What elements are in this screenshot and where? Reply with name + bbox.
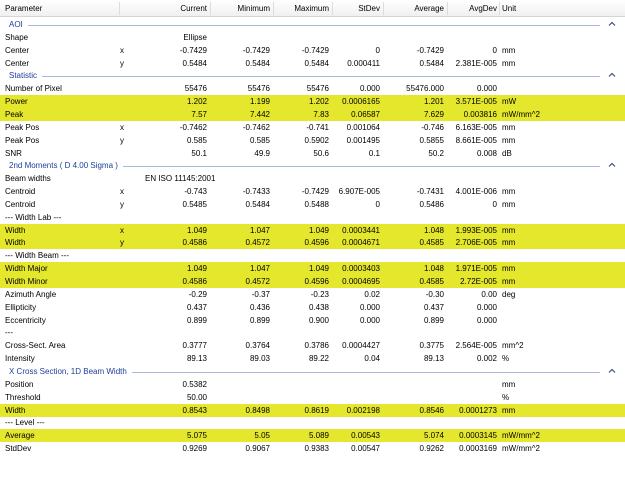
minimum-value: 0.4572 (245, 277, 270, 286)
stdev-value: 6.907E-005 (338, 187, 380, 197)
minimum-value: 0.9067 (245, 444, 270, 454)
table-row[interactable] (0, 224, 625, 237)
unit-value: mm (502, 238, 516, 248)
maximum-value: 89.22 (308, 354, 329, 364)
maximum-value: 5.089 (308, 431, 329, 441)
parameter-name: Position (5, 379, 34, 389)
maximum-value: 50.6 (313, 148, 329, 158)
avgdev-value: 0.0003145 (459, 431, 497, 441)
stdev-value: 0.0003441 (342, 225, 380, 235)
maximum-value: -0.23 (310, 289, 329, 299)
minimum-value: 55476 (247, 84, 270, 94)
current-value: 55476 (184, 84, 207, 94)
table-row[interactable] (0, 416, 625, 429)
stdev-value: 0.002198 (346, 405, 380, 415)
table-row[interactable] (0, 314, 625, 327)
average-value: -0.746 (421, 122, 444, 132)
unit-value: mm^2 (502, 341, 524, 351)
parameter-name: Width Major (5, 264, 48, 274)
stdev-value: 0.001495 (346, 135, 380, 145)
current-value: -0.743 (184, 187, 207, 197)
collapse-chevron-icon[interactable] (607, 70, 617, 80)
minimum-value: 0.8498 (245, 405, 270, 415)
header-stdev[interactable]: StDev (358, 4, 380, 13)
stdev-value: 0.0004695 (342, 277, 380, 286)
unit-value: mm (502, 405, 516, 415)
current-value: 0.585 (186, 135, 207, 145)
minimum-value: 49.9 (254, 148, 270, 158)
axis-label: y (120, 135, 124, 145)
avgdev-value: 0.000 (476, 315, 497, 325)
parameter-name: Beam widths (5, 174, 51, 184)
unit-value: mm (502, 187, 516, 197)
table-row[interactable] (0, 121, 625, 134)
parameter-name: Threshold (5, 392, 41, 402)
minimum-value: 89.03 (249, 354, 270, 364)
table-row[interactable] (0, 95, 625, 108)
maximum-value: 0.3786 (304, 341, 329, 351)
table-row[interactable] (0, 134, 625, 147)
maximum-value: 0.5902 (304, 135, 329, 145)
minimum-value: 1.047 (249, 264, 270, 274)
current-value: 0.5484 (182, 58, 207, 68)
minimum-value: -0.7429 (242, 45, 270, 55)
maximum-value: 55476 (306, 84, 329, 94)
minimum-value: 0.4572 (245, 238, 270, 248)
avgdev-value: 0.003816 (463, 109, 497, 119)
parameter-name: Ellipticity (5, 302, 37, 312)
parameter-name: --- Level --- (5, 418, 45, 428)
average-value: 0.3775 (419, 341, 444, 351)
table-row[interactable] (0, 82, 625, 95)
avgdev-value: 0.00 (481, 289, 497, 299)
unit-value: mm (502, 379, 516, 389)
minimum-value: 1.199 (249, 97, 270, 107)
header-unit[interactable]: Unit (502, 4, 517, 13)
maximum-value: -0.7429 (301, 45, 329, 55)
column-divider[interactable] (119, 2, 120, 15)
average-value: 0.4585 (419, 277, 444, 286)
unit-value: mm (502, 58, 516, 68)
current-value: 7.57 (191, 109, 207, 119)
table-row[interactable] (0, 378, 625, 391)
current-value: -0.7429 (179, 45, 207, 55)
avgdev-value: 0 (492, 199, 497, 209)
stdev-value: 0.00547 (351, 444, 380, 454)
average-value: 0.899 (423, 315, 444, 325)
avgdev-value: 0.008 (476, 148, 497, 158)
average-value: -0.7431 (416, 187, 444, 197)
current-value: 0.899 (186, 315, 207, 325)
parameter-name: Centroid (5, 187, 36, 197)
maximum-value: 0.5484 (304, 58, 329, 68)
table-row[interactable] (0, 352, 625, 365)
maximum-value: 0.4596 (304, 277, 329, 286)
axis-label: x (120, 187, 124, 197)
parameter-name: Shape (5, 32, 29, 42)
table-row[interactable] (0, 172, 625, 185)
average-value: 0.5486 (419, 199, 444, 209)
average-value: 55476.000 (406, 84, 444, 94)
maximum-value: 0.438 (308, 302, 329, 312)
maximum-value: 0.900 (308, 315, 329, 325)
header-parameter[interactable]: Parameter (5, 4, 43, 13)
unit-value: mm (502, 199, 516, 209)
axis-label: y (120, 199, 124, 209)
table-row[interactable] (0, 326, 625, 339)
table-row[interactable] (0, 185, 625, 198)
column-divider[interactable] (499, 2, 500, 15)
parameter-name: Number of Pixel (5, 84, 62, 94)
minimum-value: 0.5484 (245, 58, 270, 68)
stdev-value: 0.0006165 (342, 97, 380, 107)
average-value: 0.8546 (419, 405, 444, 415)
axis-label: x (120, 225, 124, 235)
stdev-value: 0.02 (364, 289, 380, 299)
table-row[interactable] (0, 198, 625, 211)
parameter-name: Peak (5, 109, 24, 119)
maximum-value: -0.7429 (301, 187, 329, 197)
stdev-value: 0.0004427 (342, 341, 380, 351)
current-value: 0.437 (186, 302, 207, 312)
table-row[interactable] (0, 442, 625, 455)
section-header-x-cross-section-1d-beam-width[interactable] (0, 365, 625, 378)
stdev-value: 0.06587 (351, 109, 380, 119)
current-value: 0.5485 (182, 199, 207, 209)
table-row[interactable] (0, 339, 625, 352)
unit-value: deg (502, 289, 516, 299)
current-value: 50.00 (186, 392, 207, 402)
avgdev-value: 2.564E-005 (455, 341, 497, 351)
unit-value: mW/mm^2 (502, 431, 540, 441)
table-row[interactable] (0, 262, 625, 275)
current-value: 1.202 (186, 97, 207, 107)
minimum-value: -0.7462 (242, 122, 270, 132)
section-title: X Cross Section, 1D Beam Width (9, 365, 130, 378)
table-row[interactable] (0, 301, 625, 314)
maximum-value: 0.4596 (304, 238, 329, 248)
unit-value: % (502, 392, 510, 402)
average-value: 0.437 (423, 302, 444, 312)
parameter-name: Centroid (5, 199, 36, 209)
minimum-value: 0.436 (249, 302, 270, 312)
current-value: 0.5382 (182, 379, 207, 389)
section-title: 2nd Moments ( D 4.00 Sigma ) (9, 159, 121, 172)
unit-value: dB (502, 148, 512, 158)
collapse-chevron-icon[interactable] (607, 19, 617, 29)
parameter-name: Width Minor (5, 277, 48, 286)
table-row[interactable] (0, 275, 625, 288)
parameter-name: Cross-Sect. Area (5, 341, 66, 351)
table-row[interactable] (0, 429, 625, 442)
stdev-value: 0.00543 (351, 431, 380, 441)
minimum-value: -0.37 (251, 289, 270, 299)
current-value: 0.3777 (182, 341, 207, 351)
parameter-name: SNR (5, 148, 22, 158)
average-value: 50.2 (428, 148, 444, 158)
current-value: 1.049 (186, 225, 207, 235)
column-header (0, 0, 625, 17)
current-value: 0.4586 (182, 277, 207, 286)
maximum-value: 7.83 (313, 109, 329, 119)
axis-label: y (120, 238, 124, 248)
parameter-name: Azimuth Angle (5, 289, 57, 299)
maximum-value: 1.049 (308, 264, 329, 274)
table-row[interactable] (0, 57, 625, 70)
unit-value: mm (502, 225, 516, 235)
minimum-value: 5.05 (254, 431, 270, 441)
average-value: 7.629 (423, 109, 444, 119)
stdev-value: 0.000 (359, 315, 380, 325)
unit-value: mm (502, 264, 516, 274)
header-current[interactable]: Current (180, 4, 207, 13)
unit-value: % (502, 354, 510, 364)
table-row[interactable] (0, 404, 625, 417)
parameter-name: StdDev (5, 444, 32, 454)
unit-value: mW/mm^2 (502, 109, 540, 119)
stdev-value: 0.0003403 (342, 264, 380, 274)
minimum-value: 0.899 (249, 315, 270, 325)
table-row[interactable] (0, 236, 625, 249)
stdev-value: 0 (375, 45, 380, 55)
parameter-name: Center (5, 58, 30, 68)
minimum-value: 0.5484 (245, 199, 270, 209)
section-title: Statistic (9, 69, 40, 82)
avgdev-value: 0.0001273 (459, 405, 497, 415)
stdev-value: 0.000411 (347, 58, 380, 68)
avgdev-value: 3.571E-005 (455, 97, 497, 107)
parameter-name: Center (5, 45, 30, 55)
parameter-name: Peak Pos (5, 135, 40, 145)
parameter-name: Width (5, 225, 26, 235)
avgdev-value: 0 (492, 45, 497, 55)
table-row[interactable] (0, 391, 625, 404)
table-row[interactable] (0, 288, 625, 301)
parameter-name: Peak Pos (5, 122, 40, 132)
unit-value: mm (502, 135, 516, 145)
unit-value: mm (502, 277, 516, 286)
section-divider-line (28, 25, 600, 26)
avgdev-value: 1.993E-005 (455, 225, 497, 235)
beam-width-standard: EN ISO 11145:2001 (145, 174, 216, 184)
parameter-name: Intensity (5, 354, 35, 364)
avgdev-value: 4.001E-006 (455, 187, 497, 197)
unit-value: mW/mm^2 (502, 444, 540, 454)
section-header-statistic[interactable] (0, 69, 625, 82)
collapse-chevron-icon[interactable] (607, 366, 617, 376)
table-row[interactable] (0, 147, 625, 160)
minimum-value: 0.3764 (245, 341, 270, 351)
current-value: 1.049 (186, 264, 207, 274)
avgdev-value: 0.000 (476, 84, 497, 94)
avgdev-value: 2.72E-005 (460, 277, 497, 286)
unit-value: mm (502, 45, 516, 55)
stdev-value: 0.000 (359, 302, 380, 312)
maximum-value: 1.049 (308, 225, 329, 235)
average-value: -0.30 (425, 289, 444, 299)
parameter-name: Width (5, 238, 26, 248)
maximum-value: 0.5488 (304, 199, 329, 209)
stdev-value: 0.1 (368, 148, 380, 158)
table-row[interactable] (0, 44, 625, 57)
average-value: 0.9262 (419, 444, 444, 454)
average-value: 1.201 (423, 97, 444, 107)
stdev-value: 0 (375, 199, 380, 209)
header-average[interactable]: Average (414, 4, 444, 13)
current-value: 50.1 (191, 148, 207, 158)
average-value: 1.048 (423, 264, 444, 274)
avgdev-value: 8.661E-005 (455, 135, 497, 145)
unit-value: mm (502, 122, 516, 132)
stdev-value: 0.001064 (346, 122, 380, 132)
avgdev-value: 1.971E-005 (455, 264, 497, 274)
header-minimum[interactable]: Minimum (237, 4, 270, 13)
average-value: 89.13 (423, 354, 444, 364)
current-value: 89.13 (186, 354, 207, 364)
table-row[interactable] (0, 108, 625, 121)
avgdev-value: 0.0003169 (459, 444, 497, 454)
axis-label: x (120, 122, 124, 132)
avgdev-value: 2.706E-005 (455, 238, 497, 248)
minimum-value: 0.585 (249, 135, 270, 145)
parameter-name: --- Width Beam --- (5, 251, 69, 261)
table-row[interactable] (0, 31, 625, 44)
current-value: 5.075 (186, 431, 207, 441)
section-title: AOI (9, 18, 26, 31)
axis-label: y (120, 58, 124, 68)
avgdev-value: 0.002 (476, 354, 497, 364)
stdev-value: 0.000 (359, 84, 380, 94)
minimum-value: 7.442 (249, 109, 270, 119)
section-divider-line (123, 166, 600, 167)
current-value: -0.29 (188, 289, 207, 299)
stdev-value: 0.04 (364, 354, 380, 364)
average-value: 0.4585 (419, 238, 444, 248)
parameter-name: Average (5, 431, 35, 441)
avgdev-value: 2.381E-005 (455, 58, 497, 68)
minimum-value: -0.7433 (242, 187, 270, 197)
collapse-chevron-icon[interactable] (607, 160, 617, 170)
average-value: 0.5855 (419, 135, 444, 145)
maximum-value: 1.202 (308, 97, 329, 107)
maximum-value: 0.9383 (304, 444, 329, 454)
stdev-value: 0.0004671 (342, 238, 380, 248)
avgdev-value: 6.163E-005 (455, 122, 497, 132)
average-value: 0.5484 (419, 58, 444, 68)
maximum-value: -0.741 (306, 122, 329, 132)
avgdev-value: 0.000 (476, 302, 497, 312)
section-header-aoi[interactable] (0, 18, 625, 31)
shape-value: Ellipse (183, 32, 207, 42)
header-avgdev[interactable]: AvgDev (469, 4, 497, 13)
axis-label: x (120, 45, 124, 55)
header-maximum[interactable]: Maximum (294, 4, 329, 13)
maximum-value: 0.8619 (304, 405, 329, 415)
parameter-name: Eccentricity (5, 315, 46, 325)
average-value: 5.074 (423, 431, 444, 441)
parameter-name: --- (5, 328, 13, 338)
section-header-2nd-moments-d-4-00-sigma[interactable] (0, 159, 625, 172)
parameter-name: Width (5, 405, 26, 415)
table-row[interactable] (0, 249, 625, 262)
average-value: 1.048 (423, 225, 444, 235)
section-divider-line (132, 372, 600, 373)
average-value: -0.7429 (416, 45, 444, 55)
parameter-name: --- Width Lab --- (5, 212, 62, 222)
parameter-name: Power (5, 97, 28, 107)
current-value: 0.8543 (182, 405, 207, 415)
current-value: -0.7462 (179, 122, 207, 132)
table-row[interactable] (0, 211, 625, 224)
current-value: 0.9269 (182, 444, 207, 454)
section-divider-line (42, 76, 600, 77)
unit-value: mW (502, 97, 517, 107)
current-value: 0.4586 (182, 238, 207, 248)
minimum-value: 1.047 (249, 225, 270, 235)
